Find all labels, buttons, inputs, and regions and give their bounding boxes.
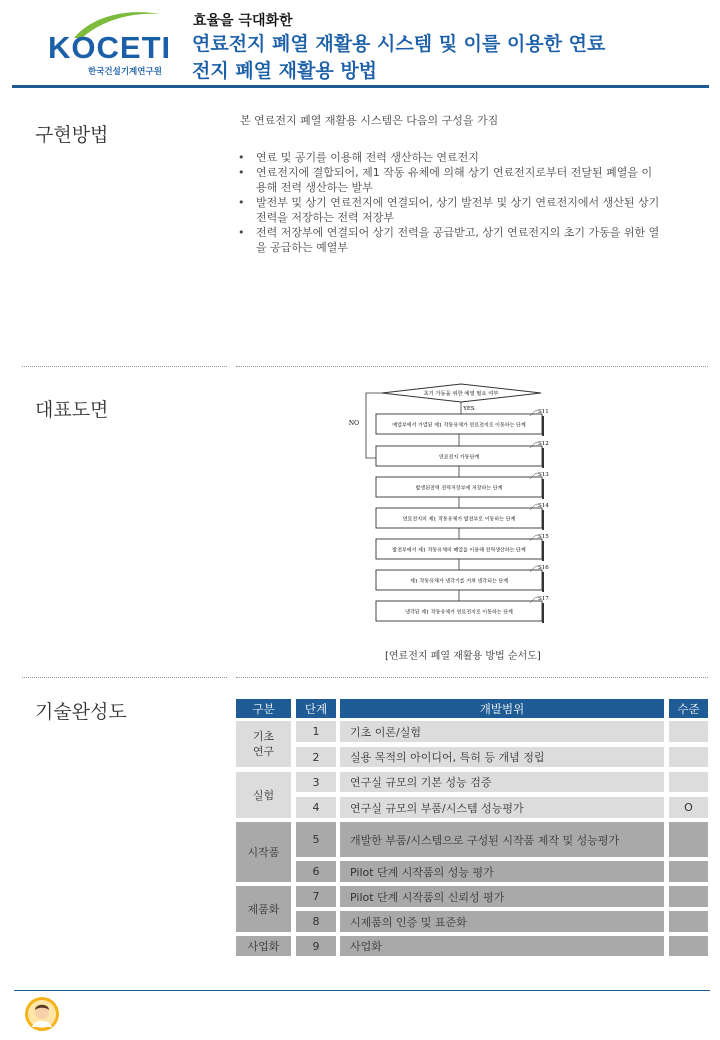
- flowchart-step-text: 연료전지의 제1 작동유체가 발전부로 이동하는 단계: [402, 516, 516, 523]
- scope-cell: 사업화: [340, 936, 664, 956]
- level-cell: [669, 911, 708, 932]
- implementation-heading: 구현방법: [35, 124, 109, 146]
- scope-cell: 연구실 규모의 부품/시스템 성능평가: [340, 797, 664, 818]
- decision-text: 초기 가동을 위한 예열 필요 여부: [423, 391, 499, 397]
- flowchart-step-id: S11: [538, 409, 549, 415]
- scope-cell: Pilot 단계 시작품의 신뢰성 평가: [340, 886, 664, 907]
- list-item-line: 연료전지에 결합되어, 제1 작동 유체에 의해 상기 연료전지로부터 전달된 폐열을 이: [256, 166, 653, 179]
- header-divider: [12, 85, 709, 88]
- level-cell: [669, 822, 708, 857]
- flowchart-step-text: 발전부에서 제1 작동유체의 폐열을 이용해 전력생산하는 단계: [392, 547, 526, 554]
- footer-divider: [14, 990, 710, 991]
- page-title: [192, 31, 672, 85]
- section-divider: [236, 677, 708, 678]
- flowchart-step-shadow: [542, 510, 544, 530]
- no-label: NO: [348, 420, 360, 427]
- flowchart: [340, 380, 560, 640]
- flowchart-step-shadow: [542, 603, 544, 623]
- level-cell: [669, 886, 708, 907]
- list-item: • 발전부 및 상기 연료전지에 연결되어, 상기 발전부 및 상기 연료전지에서 생산된 상기 전력을 저장하는 전력 저장부: [238, 195, 678, 225]
- scope-cell: Pilot 단계 시작품의 성능 평가: [340, 861, 664, 882]
- level-cell: [669, 747, 708, 767]
- implementation-list: [238, 150, 678, 255]
- list-item-line: 연료 및 공기를 이용해 전력 생산하는 연료전지: [256, 151, 479, 164]
- flowchart-step-id: S12: [538, 441, 549, 447]
- flowchart-step-shadow: [542, 479, 544, 499]
- flowchart-steps: [376, 409, 549, 623]
- flowchart-step-id: S17: [538, 596, 549, 602]
- section-divider: [22, 366, 227, 367]
- avatar-icon: [24, 996, 60, 1032]
- scope-cell: 시제품의 인증 및 표준화: [340, 911, 664, 932]
- logo-subtext: 한국건설기계연구원: [88, 67, 162, 77]
- list-item-line: 발전부 및 상기 연료전지에 연결되어, 상기 발전부 및 상기 연료전지에서 생산된 상기: [256, 196, 660, 209]
- figure-caption: [연료전지 폐열 재활용 방법 순서도]: [385, 651, 541, 662]
- logo-text: KOCETI: [48, 30, 172, 65]
- flowchart-step-text: 발생된전력 전력저장부에 저장하는 단계: [415, 485, 503, 492]
- yes-label: YES: [463, 406, 475, 412]
- list-item: • 연료 및 공기를 이용해 전력 생산하는 연료전지: [238, 150, 678, 165]
- group-cell-productization: 제품화: [236, 886, 291, 932]
- list-item-line: 전력을 저장하는 전력 저장부: [256, 211, 395, 224]
- flowchart-step-text: 연료전지 가동단계: [438, 454, 480, 461]
- stage-cell: 5: [296, 822, 336, 857]
- list-item: • 전력 저장부에 연결되어 상기 전력을 공급받고, 상기 연료전지의 초기 가동을 위한 열 을 공급하는 예열부: [238, 225, 678, 255]
- flowchart-step-shadow: [542, 416, 544, 436]
- title-line-2: 전지 폐열 재활용 방법: [192, 60, 378, 82]
- maturity-heading: 기술완성도: [35, 701, 127, 723]
- group-cell-prototype: 시작품: [236, 822, 291, 882]
- section-divider: [236, 366, 708, 367]
- level-cell: [669, 861, 708, 882]
- stage-cell: 1: [296, 721, 336, 742]
- column-header-scope: 개발범위: [340, 699, 664, 718]
- scope-cell: 연구실 규모의 기본 성능 검증: [340, 772, 664, 792]
- stage-cell: 4: [296, 797, 336, 818]
- figure-heading: 대표도면: [35, 399, 109, 421]
- stage-cell: 2: [296, 747, 336, 767]
- group-cell-basic: 기초 연구: [236, 721, 291, 767]
- page-subtitle: 효율을 극대화한: [193, 13, 293, 29]
- list-item-line: 전력 저장부에 연결되어 상기 전력을 공급받고, 상기 연료전지의 초기 가동을 위한 열: [256, 226, 660, 239]
- koceti-logo: [34, 8, 174, 80]
- group-cell-commercialization: 사업화: [236, 936, 291, 956]
- stage-cell: 6: [296, 861, 336, 882]
- stage-cell: 9: [296, 936, 336, 956]
- flowchart-step-text: 냉각된 제1 작동유체가 연료전지로 이동하는 단계: [405, 609, 513, 616]
- section-divider: [22, 677, 227, 678]
- flowchart-step-shadow: [542, 448, 544, 468]
- flowchart-step-id: S16: [538, 565, 549, 571]
- scope-cell: 개발한 부품/시스템으로 구성된 시작품 제작 및 성능평가: [340, 822, 664, 857]
- flowchart-step-text: 예열부에서 가열된 제1 작동유체가 연료전지로 이동하는 단계: [392, 422, 526, 429]
- title-line-1: 연료전지 폐열 재활용 시스템 및 이를 이용한 연료: [192, 33, 606, 55]
- flowchart-step-text: 제1 작동유체가 냉각기를 거쳐 냉각되는 단계: [409, 578, 509, 585]
- list-item: • 연료전지에 결합되어, 제1 작동 유체에 의해 상기 연료전지로부터 전달된 폐열을 이 용해 전력 생산하는 발부: [238, 165, 678, 195]
- column-header-category: 구분: [236, 699, 291, 718]
- list-item-line: 용해 전력 생산하는 발부: [256, 181, 373, 194]
- level-cell: [669, 936, 708, 956]
- level-cell: [669, 721, 708, 742]
- flowchart-step-shadow: [542, 572, 544, 592]
- list-item-line: 을 공급하는 예열부: [256, 241, 349, 254]
- flowchart-step-id: S13: [538, 472, 549, 478]
- implementation-intro: 본 연료전지 폐열 재활용 시스템은 다음의 구성을 가짐: [240, 114, 499, 127]
- column-header-level: 수준: [669, 699, 708, 718]
- stage-cell: 7: [296, 886, 336, 907]
- flowchart-step-shadow: [542, 541, 544, 561]
- scope-cell: 기초 이론/실험: [340, 721, 664, 742]
- stage-cell: 3: [296, 772, 336, 792]
- stage-cell: 8: [296, 911, 336, 932]
- level-cell: [669, 772, 708, 792]
- flowchart-step-id: S15: [538, 534, 549, 540]
- level-cell: O: [669, 797, 708, 818]
- column-header-stage: 단계: [296, 699, 336, 718]
- scope-cell: 실용 목적의 아이디어, 특허 등 개념 정립: [340, 747, 664, 767]
- group-cell-experiment: 실험: [236, 772, 291, 818]
- flowchart-step-id: S14: [538, 503, 549, 509]
